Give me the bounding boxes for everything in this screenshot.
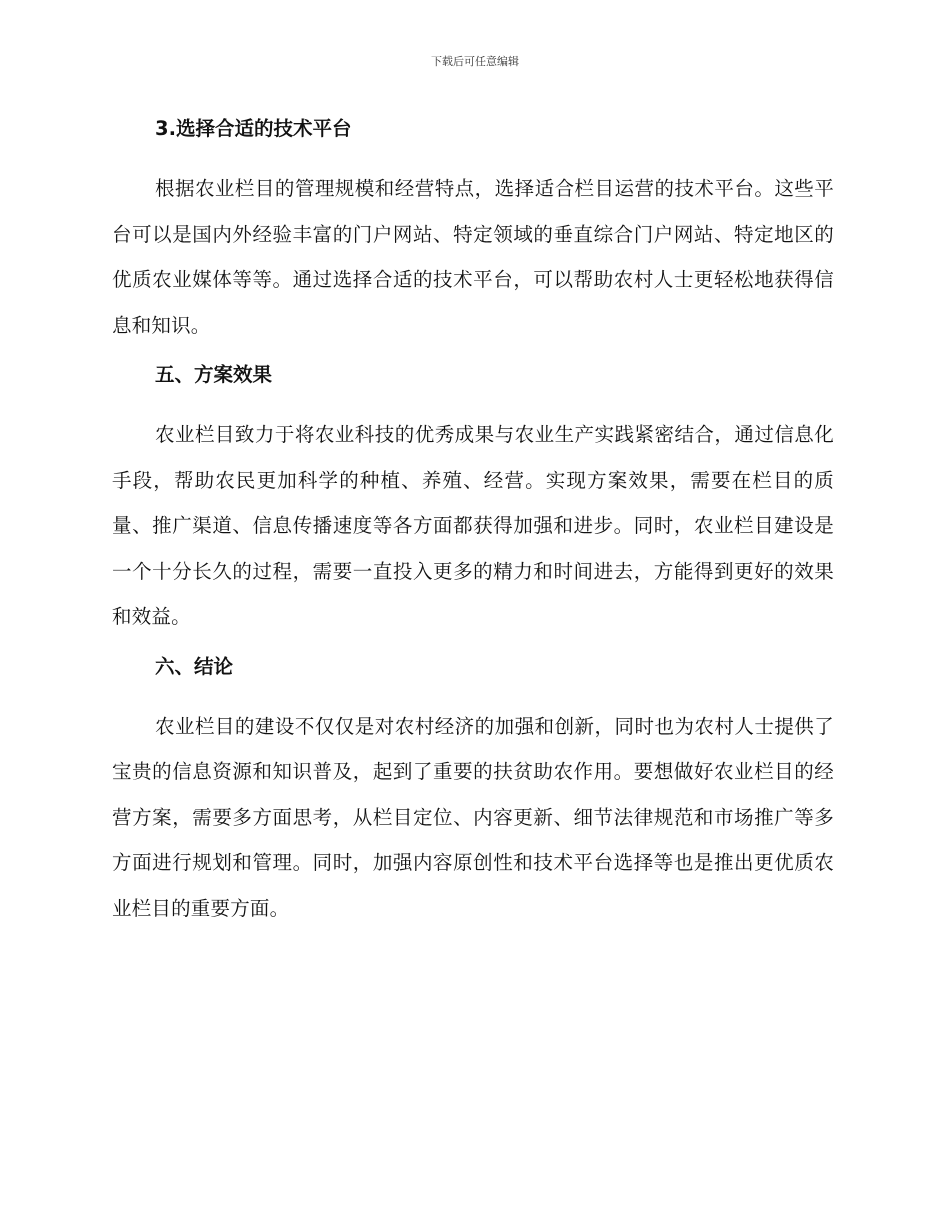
document-body <box>112 112 834 931</box>
section-paragraph-tech-platform: 根据农业栏目的管理规模和经营特点，选择适合栏目运营的技术平台。这些平台可以是国内外经验丰富的门户网站、特定领域的垂直综合门户网站、特定地区的优质农业媒体等等。通过选择合适的技术平台，可以帮助农村人士更轻松地获得信息和知识。 <box>112 177 834 337</box>
section-heading-conclusion: 六、结论 <box>155 654 234 678</box>
header-note: 下载后可任意编辑 <box>431 55 519 68</box>
section-paragraph-effects: 农业栏目致力于将农业科技的优秀成果与农业生产实践紧密结合，通过信息化手段，帮助农民更加科学的种植、养殖、经营。实现方案效果，需要在栏目的质量、推广渠道、信息传播速度等各方面都获得加强和进步。同时，农业栏目建设是一个十分长久的过程，需要一直投入更多的精力和时间进去，方能得到更好的效果和效益。 <box>112 423 834 628</box>
section-heading-tech-platform: 3.选择合适的技术平台 <box>155 117 352 140</box>
section-paragraph-conclusion: 农业栏目的建设不仅仅是对农村经济的加强和创新，同时也为农村人士提供了宝贵的信息资源和知识普及，起到了重要的扶贫助农作用。要想做好农业栏目的经营方案，需要多方面思考，从栏目定位、内容更新、细节法律规范和市场推广等多方面进行规划和管理。同时，加强内容原创性和技术平台选择等也是推出更优质农业栏目的重要方面。 <box>112 714 834 920</box>
section-heading-effects: 五、方案效果 <box>155 363 273 386</box>
